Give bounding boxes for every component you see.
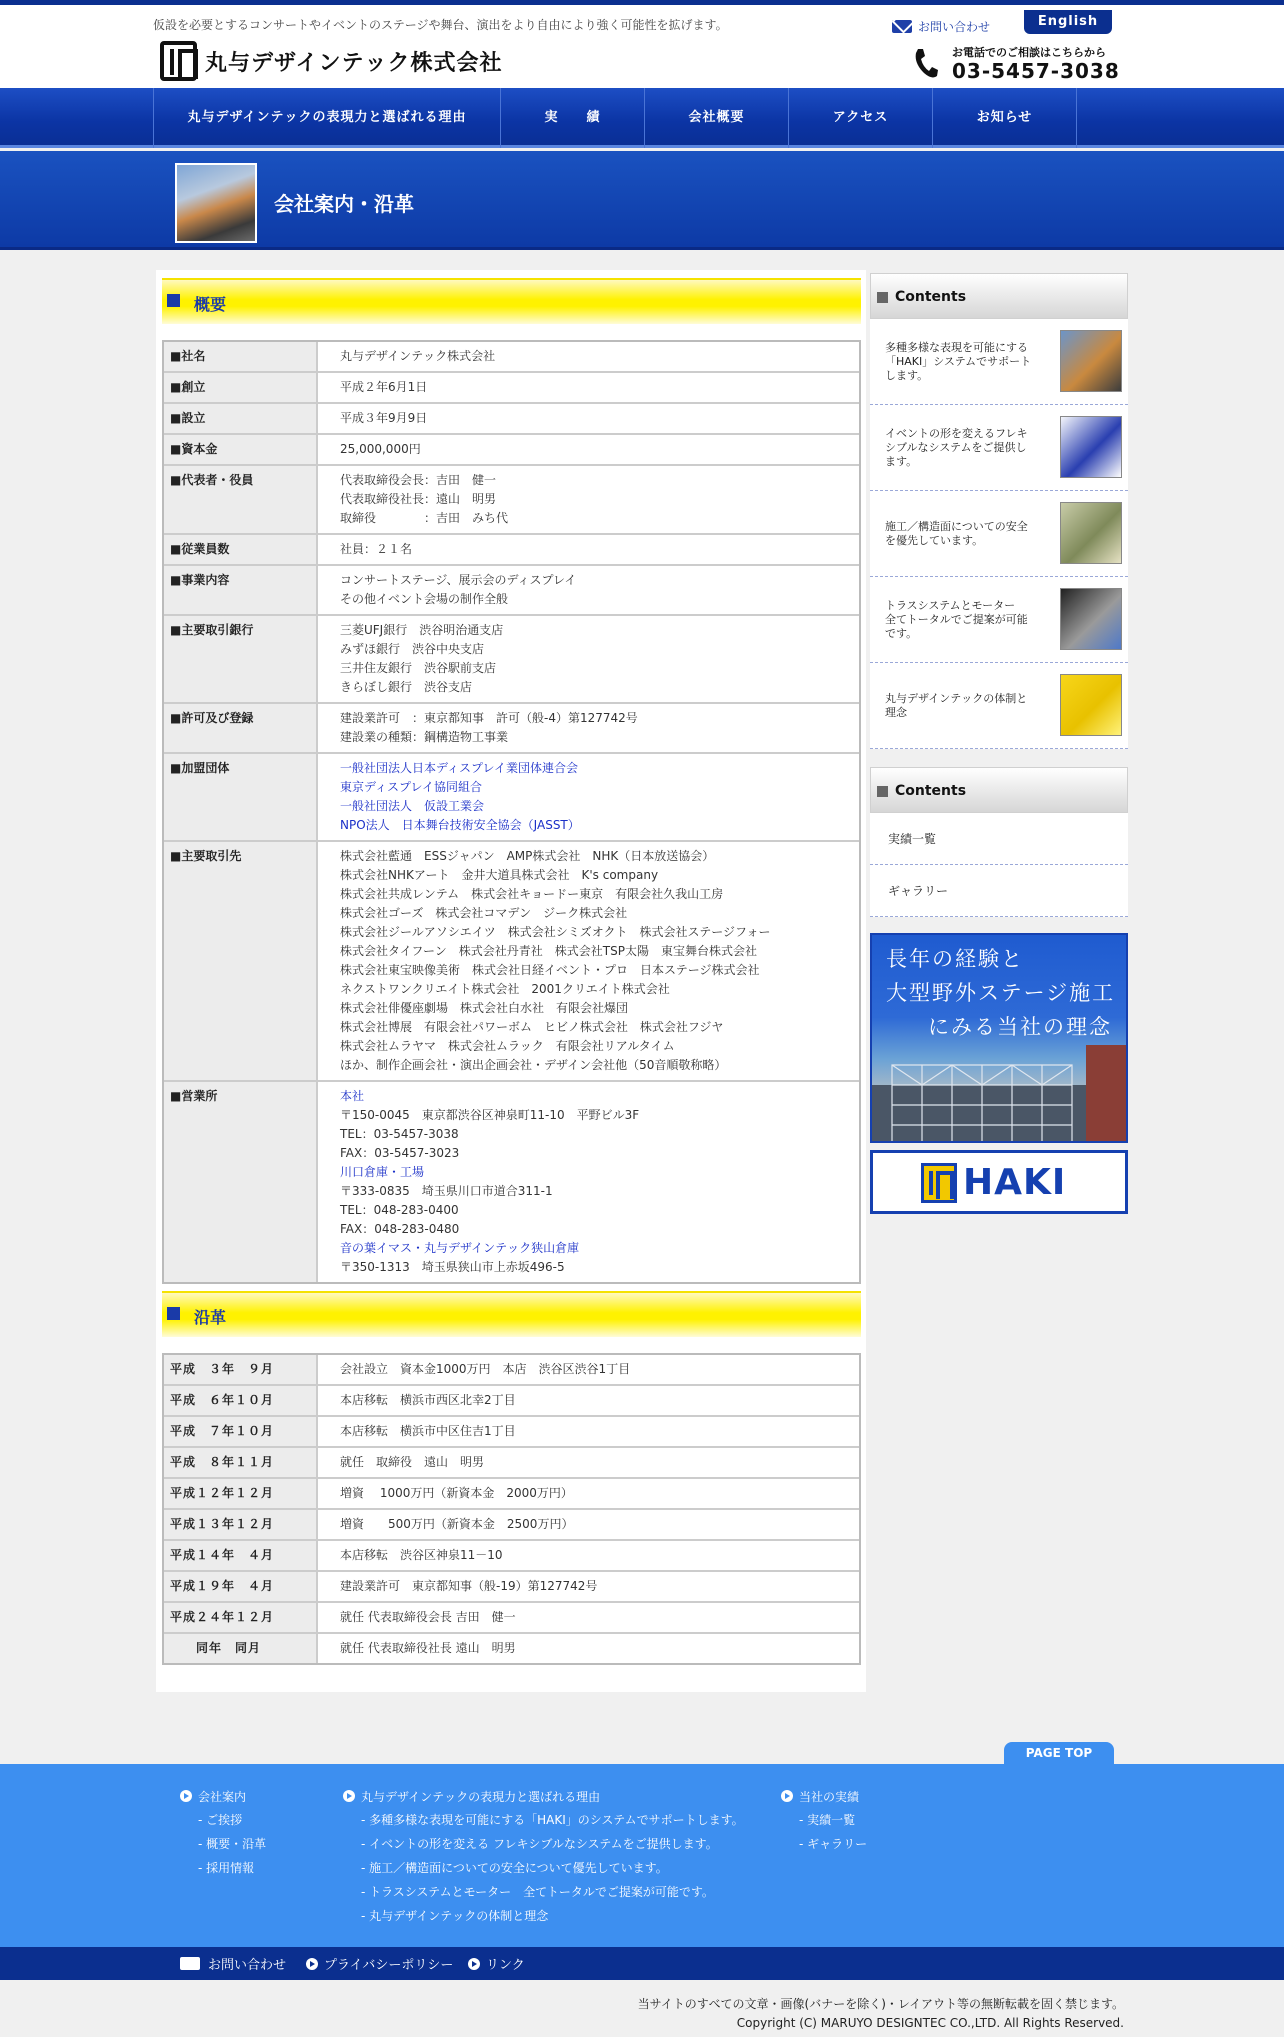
footer-col-reasons (343, 1784, 744, 1928)
nav-list (153, 88, 1077, 148)
arrow-circle-icon (306, 1958, 318, 1970)
sidebar-item-thumbnail (1060, 588, 1122, 650)
footer-contact-link[interactable] (180, 1947, 286, 1980)
sidebar-item-label: イベントの形を変えるフレキシブルなシステムをご提供します。 (885, 427, 1028, 468)
history-row (164, 1572, 859, 1603)
overview-row (164, 466, 859, 535)
row-label: ■創立 (164, 373, 318, 404)
footer-bottom-bar (0, 1947, 1284, 1980)
value-line: 株式会社博展 有限会社パワーボム ヒビノ株式会社 株式会社フジヤ (340, 1020, 724, 1034)
arrow-circle-icon (343, 1790, 355, 1802)
arrow-circle-icon (180, 1790, 192, 1802)
member-org-link[interactable]: NPO法人 日本舞台技術安全協会（JASST） (340, 818, 580, 832)
banner-line: 大型野外ステージ施工 (886, 981, 1116, 1005)
overview-row (164, 566, 859, 616)
footer-sub-link[interactable]: - 採用情報 (198, 1861, 255, 1875)
history-text: 本店移転 横浜市西区北幸2丁目 (318, 1386, 859, 1417)
history-date: 平成１９年 ４月 (164, 1572, 318, 1603)
banner-line: 長年の経験と (886, 947, 1024, 971)
value-line: 代表取締役会長：吉田 健一 (340, 473, 497, 487)
value-line: 平成２年6月1日 (340, 380, 428, 394)
member-org-link[interactable]: 一般社団法人 仮設工業会 (340, 799, 485, 813)
footer-col-company (180, 1784, 266, 1880)
history-row (164, 1541, 859, 1572)
office-line: FAX：048-283-0480 (340, 1222, 460, 1236)
value-line: 三井住友銀行 渋谷駅前支店 (340, 661, 497, 675)
sidebar-items (870, 319, 1128, 749)
sidebar-link-gallery[interactable]: ギャラリー (870, 865, 1128, 917)
footer-sub-link[interactable]: - 丸与デザインテックの体制と理念 (361, 1909, 549, 1923)
overview-table (162, 340, 861, 1284)
history-row (164, 1479, 859, 1510)
footer-link-text: リンク (486, 1958, 525, 1973)
nav-item-reasons[interactable]: 丸与デザインテックの表現力と選ばれる理由 (154, 88, 501, 148)
footer-sub-link[interactable]: - ご挨拶 (198, 1813, 243, 1827)
row-label: ■事業内容 (164, 566, 318, 616)
contact-label: お問い合わせ (918, 20, 991, 34)
history-row (164, 1417, 859, 1448)
sidebar-contents-heading (870, 273, 1128, 319)
nav-item-access[interactable]: アクセス (789, 88, 933, 148)
footer-sub-link[interactable]: - 実績一覧 (799, 1813, 856, 1827)
mail-icon (180, 1957, 200, 1970)
page-banner (0, 151, 1284, 250)
row-label: ■主要取引銀行 (164, 616, 318, 704)
overview-row (164, 373, 859, 404)
value-line: 平成３年9月9日 (340, 411, 428, 425)
haki-banner[interactable] (870, 1150, 1128, 1214)
overview-row (164, 1082, 859, 1282)
value-line: みずほ銀行 渋谷中央支店 (340, 642, 485, 656)
value-line: コンサートステージ、展示会のディスプレイ (340, 573, 577, 587)
haki-wordmark: HAKI (963, 1162, 1067, 1203)
history-date: 平成１３年１２月 (164, 1510, 318, 1541)
sidebar-item-label: 施工／構造面についての安全を優先しています。 (885, 520, 1028, 547)
sidebar-link-works[interactable]: 実績一覧 (870, 813, 1128, 865)
square-bullet-icon (167, 1307, 180, 1320)
history-text: 本店移転 渋谷区神泉11－10 (318, 1541, 859, 1572)
footer-sub-link[interactable]: - トラスシステムとモーター 全てトータルでご提案が可能です。 (361, 1885, 714, 1899)
copyright-text: Copyright (C) MARUYO DESIGNTEC CO.,LTD. All Rights Reserved. (736, 2016, 1124, 2030)
banner-photo (175, 163, 257, 243)
row-value (318, 566, 859, 616)
overview-row (164, 704, 859, 754)
value-line: 株式会社ゴーズ 株式会社コマデン ジーク株式会社 (340, 906, 628, 920)
phone-icon (912, 47, 938, 79)
row-value (318, 342, 859, 373)
logo-text: 丸与デザインテック株式会社 (205, 50, 503, 76)
row-value (318, 404, 859, 435)
row-label: ■社名 (164, 342, 318, 373)
haki-logo-icon (921, 1163, 957, 1203)
office-line: TEL：03-5457-3038 (340, 1127, 459, 1141)
member-org-link[interactable]: 東京ディスプレイ協同組合 (340, 780, 482, 794)
english-button[interactable]: English (1024, 10, 1112, 34)
overview-row (164, 842, 859, 1082)
footer-sub-link[interactable]: - 概要・沿革 (198, 1837, 267, 1851)
value-line: その他イベント会場の制作全般 (340, 592, 509, 606)
value-line: 25,000,000円 (340, 442, 421, 456)
sidebar-item-label: トラスシステムとモーター 全てトータルでご提案が可能です。 (885, 599, 1028, 640)
sidebar-item-thumbnail (1060, 502, 1122, 564)
square-bullet-icon (167, 294, 180, 307)
footer-head-link[interactable] (781, 1784, 867, 1808)
footer-sub-link[interactable]: - ギャラリー (799, 1837, 868, 1851)
sidebar-item-thumbnail (1060, 330, 1122, 392)
footer-head-link[interactable] (180, 1784, 266, 1808)
value-line: 株式会社俳優座劇場 株式会社白水社 有限会社爆団 (340, 1001, 629, 1015)
value-line: 株式会社タイフーン 株式会社丹青社 株式会社TSP太陽 東宝舞台株式会社 (340, 944, 757, 958)
history-date: 平成 ６年１０月 (164, 1386, 318, 1417)
value-line: 株式会社NHKアート 金井大道具株式会社 K's company (340, 868, 659, 882)
row-label: ■設立 (164, 404, 318, 435)
row-value (318, 466, 859, 535)
history-date: 平成１２年１２月 (164, 1479, 318, 1510)
footer-privacy-link[interactable] (306, 1947, 453, 1980)
phone-caption: お電話でのご相談はこちらから (952, 46, 1106, 59)
sidebar (870, 273, 1128, 1203)
section-heading-overview (162, 278, 861, 324)
overview-row (164, 404, 859, 435)
square-bullet-icon (877, 292, 888, 303)
value-line: 建設業の種類：鋼構造物工事業 (340, 730, 509, 744)
site-logo[interactable] (160, 39, 502, 83)
office-line: 〒150-0045 東京都渋谷区神泉町11-10 平野ビル3F (340, 1108, 640, 1122)
history-row (164, 1603, 859, 1634)
sidebar-content-item[interactable] (870, 577, 1128, 663)
history-table (162, 1353, 861, 1665)
sidebar-content-item[interactable] (870, 319, 1128, 405)
section-heading-text: 概要 (194, 295, 227, 314)
sidebar-item-thumbnail (1060, 416, 1122, 478)
history-date: 平成 ８年１１月 (164, 1448, 318, 1479)
row-value (318, 435, 859, 466)
office-line: 〒350-1313 埼玉県狭山市上赤坂496-5 (340, 1260, 565, 1274)
value-line: 株式会社ジールアソシエイツ 株式会社シミズオクト 株式会社ステージフォー (340, 925, 771, 939)
overview-row (164, 535, 859, 566)
sidebar-content-item[interactable] (870, 663, 1128, 749)
haki-logo (921, 1162, 1066, 1203)
footer-head-link[interactable] (343, 1784, 744, 1808)
footer-sub-link[interactable]: - 施工／構造面についての安全について優先しています。 (361, 1861, 668, 1875)
footer-link-text: プライバシーポリシー (324, 1958, 454, 1973)
footer-link-text: お問い合わせ (208, 1958, 287, 1973)
sidebar-content-item[interactable] (870, 491, 1128, 577)
history-text: 建設業許可 東京都知事（般-19）第127742号 (318, 1572, 859, 1603)
office-line: TEL：048-283-0400 (340, 1203, 459, 1217)
arrow-circle-icon (468, 1958, 480, 1970)
footer-col-works (781, 1784, 867, 1856)
history-text: 本店移転 横浜市中区住吉1丁目 (318, 1417, 859, 1448)
history-date: 平成１４年 ４月 (164, 1541, 318, 1572)
office-name: 川口倉庫・工場 (340, 1165, 425, 1179)
header-contact-link[interactable] (892, 18, 990, 35)
overview-row (164, 435, 859, 466)
row-value (318, 1082, 859, 1282)
row-label: ■資本金 (164, 435, 318, 466)
phone-number[interactable]: 03-5457-3038 (952, 59, 1120, 83)
value-line: 株式会社ムラヤマ 株式会社ムラック 有限会社リアルタイム (340, 1039, 675, 1053)
value-line: 丸与デザインテック株式会社 (340, 349, 496, 363)
row-label: ■主要取引先 (164, 842, 318, 1082)
sidebar-item-label: 多種多様な表現を可能にする「HAKI」システムでサポートします。 (885, 341, 1032, 382)
sidebar-heading-text: Contents (895, 289, 967, 305)
row-value (318, 373, 859, 404)
value-line: ネクストワンクリエイト株式会社 2001クリエイト株式会社 (340, 982, 670, 996)
row-value (318, 704, 859, 754)
site-tagline: 仮設を必要とするコンサートやイベントのステージや舞台、演出をより自由により強く可能性を拡げます。 (153, 18, 728, 32)
banner-line: にみる当社の理念 (928, 1015, 1112, 1039)
site-header (0, 0, 1284, 88)
history-text: 増資 1000万円（新資本金 2000万円） (318, 1479, 859, 1510)
row-label: ■代表者・役員 (164, 466, 318, 535)
history-row (164, 1510, 859, 1541)
section-heading-history (162, 1291, 861, 1337)
value-line: 株式会社共成レンテム 株式会社キョードー東京 有限会社久我山工房 (340, 887, 724, 901)
square-bullet-icon (877, 786, 888, 797)
value-line: 代表取締役社長：遠山 明男 (340, 492, 497, 506)
page-top-button[interactable]: PAGE TOP (1004, 1742, 1114, 1764)
row-label: ■従業員数 (164, 535, 318, 566)
value-line: ほか、制作企画会社・演出企画会社・デザイン会社他（50音順敬称略） (340, 1058, 727, 1072)
value-line: きらぼし銀行 渋谷支店 (340, 680, 473, 694)
row-value (318, 535, 859, 566)
office-line: FAX：03-5457-3023 (340, 1146, 460, 1160)
history-text: 就任 代表取締役社長 遠山 明男 (340, 1641, 516, 1655)
sidebar-contents2-heading (870, 767, 1128, 813)
page-title: 会社案内・沿革 (274, 192, 414, 216)
company-logo-icon (160, 41, 197, 81)
mail-icon (892, 20, 912, 33)
sidebar-heading-text: Contents (895, 783, 967, 799)
legal-text: 当サイトのすべての文章・画像(バナーを除く)・レイアウト等の無断転載を固く禁じます。 (637, 1997, 1124, 2011)
office-line: 〒333-0835 埼玉県川口市道合311-1 (340, 1184, 553, 1198)
section-heading-text: 沿革 (194, 1308, 227, 1327)
overview-row (164, 616, 859, 704)
value-line: 株式会社藍通 ESSジャパン AMP株式会社 NHK（日本放送協会） (340, 849, 715, 863)
row-label: ■加盟団体 (164, 754, 318, 842)
overview-row (164, 754, 859, 842)
stage-structure-illustration (872, 1045, 1126, 1141)
row-label: ■許可及び登録 (164, 704, 318, 754)
history-date: 平成 ３年 ９月 (164, 1355, 318, 1386)
value-line: 社員：２１名 (340, 542, 413, 556)
history-date: 平成 ７年１０月 (164, 1417, 318, 1448)
main-content (156, 270, 866, 1692)
sidebar-item-label: 丸与デザインテックの体制と理念 (885, 692, 1028, 719)
history-row (164, 1634, 859, 1663)
history-row (164, 1448, 859, 1479)
sidebar-item-thumbnail (1060, 674, 1122, 736)
value-line: 三菱UFJ銀行 渋谷明治通支店 (340, 623, 504, 637)
global-nav (0, 88, 1284, 148)
value-line: 建設業許可 ：東京都知事 許可（般-4）第127742号 (340, 711, 638, 725)
history-text: 増資 500万円（新資本金 2500万円） (318, 1510, 859, 1541)
office-name: 音の葉イマス・丸与デザインテック狭山倉庫 (340, 1241, 580, 1255)
value-line: 株式会社東宝映像美術 株式会社日経イベント・プロ 日本ステージ株式会社 (340, 963, 760, 977)
legal-notice (638, 1995, 1124, 2033)
member-org-link[interactable]: 一般社団法人日本ディスプレイ業団体連合会 (340, 761, 578, 775)
history-text: 就任 代表取締役会長 吉田 健一 (318, 1603, 859, 1634)
footer-head-text: 丸与デザインテックの表現力と選ばれる理由 (361, 1789, 601, 1804)
history-text: 就任 取締役 遠山 明男 (318, 1448, 859, 1479)
history-row (164, 1386, 859, 1417)
footer-sub-link[interactable]: - イベントの形を変える フレキシブルなシステムをご提供します。 (361, 1837, 718, 1851)
site-footer (0, 1764, 1284, 1947)
nav-item-news[interactable]: お知らせ (933, 88, 1077, 148)
arrow-circle-icon (781, 1790, 793, 1802)
value-line: 取締役 ：吉田 みち代 (340, 511, 509, 525)
row-value (318, 842, 859, 1082)
overview-row (164, 342, 859, 373)
footer-head-text: 当社の実績 (799, 1789, 860, 1804)
stage-philosophy-banner[interactable] (870, 933, 1128, 1143)
nav-item-works[interactable]: 実 績 (501, 88, 645, 148)
footer-head-text: 会社案内 (198, 1789, 247, 1804)
office-name: 本社 (340, 1089, 365, 1103)
history-date: 平成２４年１２月 (164, 1603, 318, 1634)
footer-sub-link[interactable]: - 多種多様な表現を可能にする「HAKI」のシステムでサポートします。 (361, 1813, 744, 1827)
nav-item-company[interactable]: 会社概要 (645, 88, 789, 148)
history-row (164, 1355, 859, 1386)
row-value (318, 754, 859, 842)
footer-links-link[interactable] (468, 1947, 525, 1980)
history-date: 同年 同月 (164, 1634, 318, 1663)
history-text: 会社設立 資本金1000万円 本店 渋谷区渋谷1丁目 (318, 1355, 859, 1386)
sidebar-content-item[interactable] (870, 405, 1128, 491)
row-value (318, 616, 859, 704)
row-label: ■営業所 (164, 1082, 318, 1282)
